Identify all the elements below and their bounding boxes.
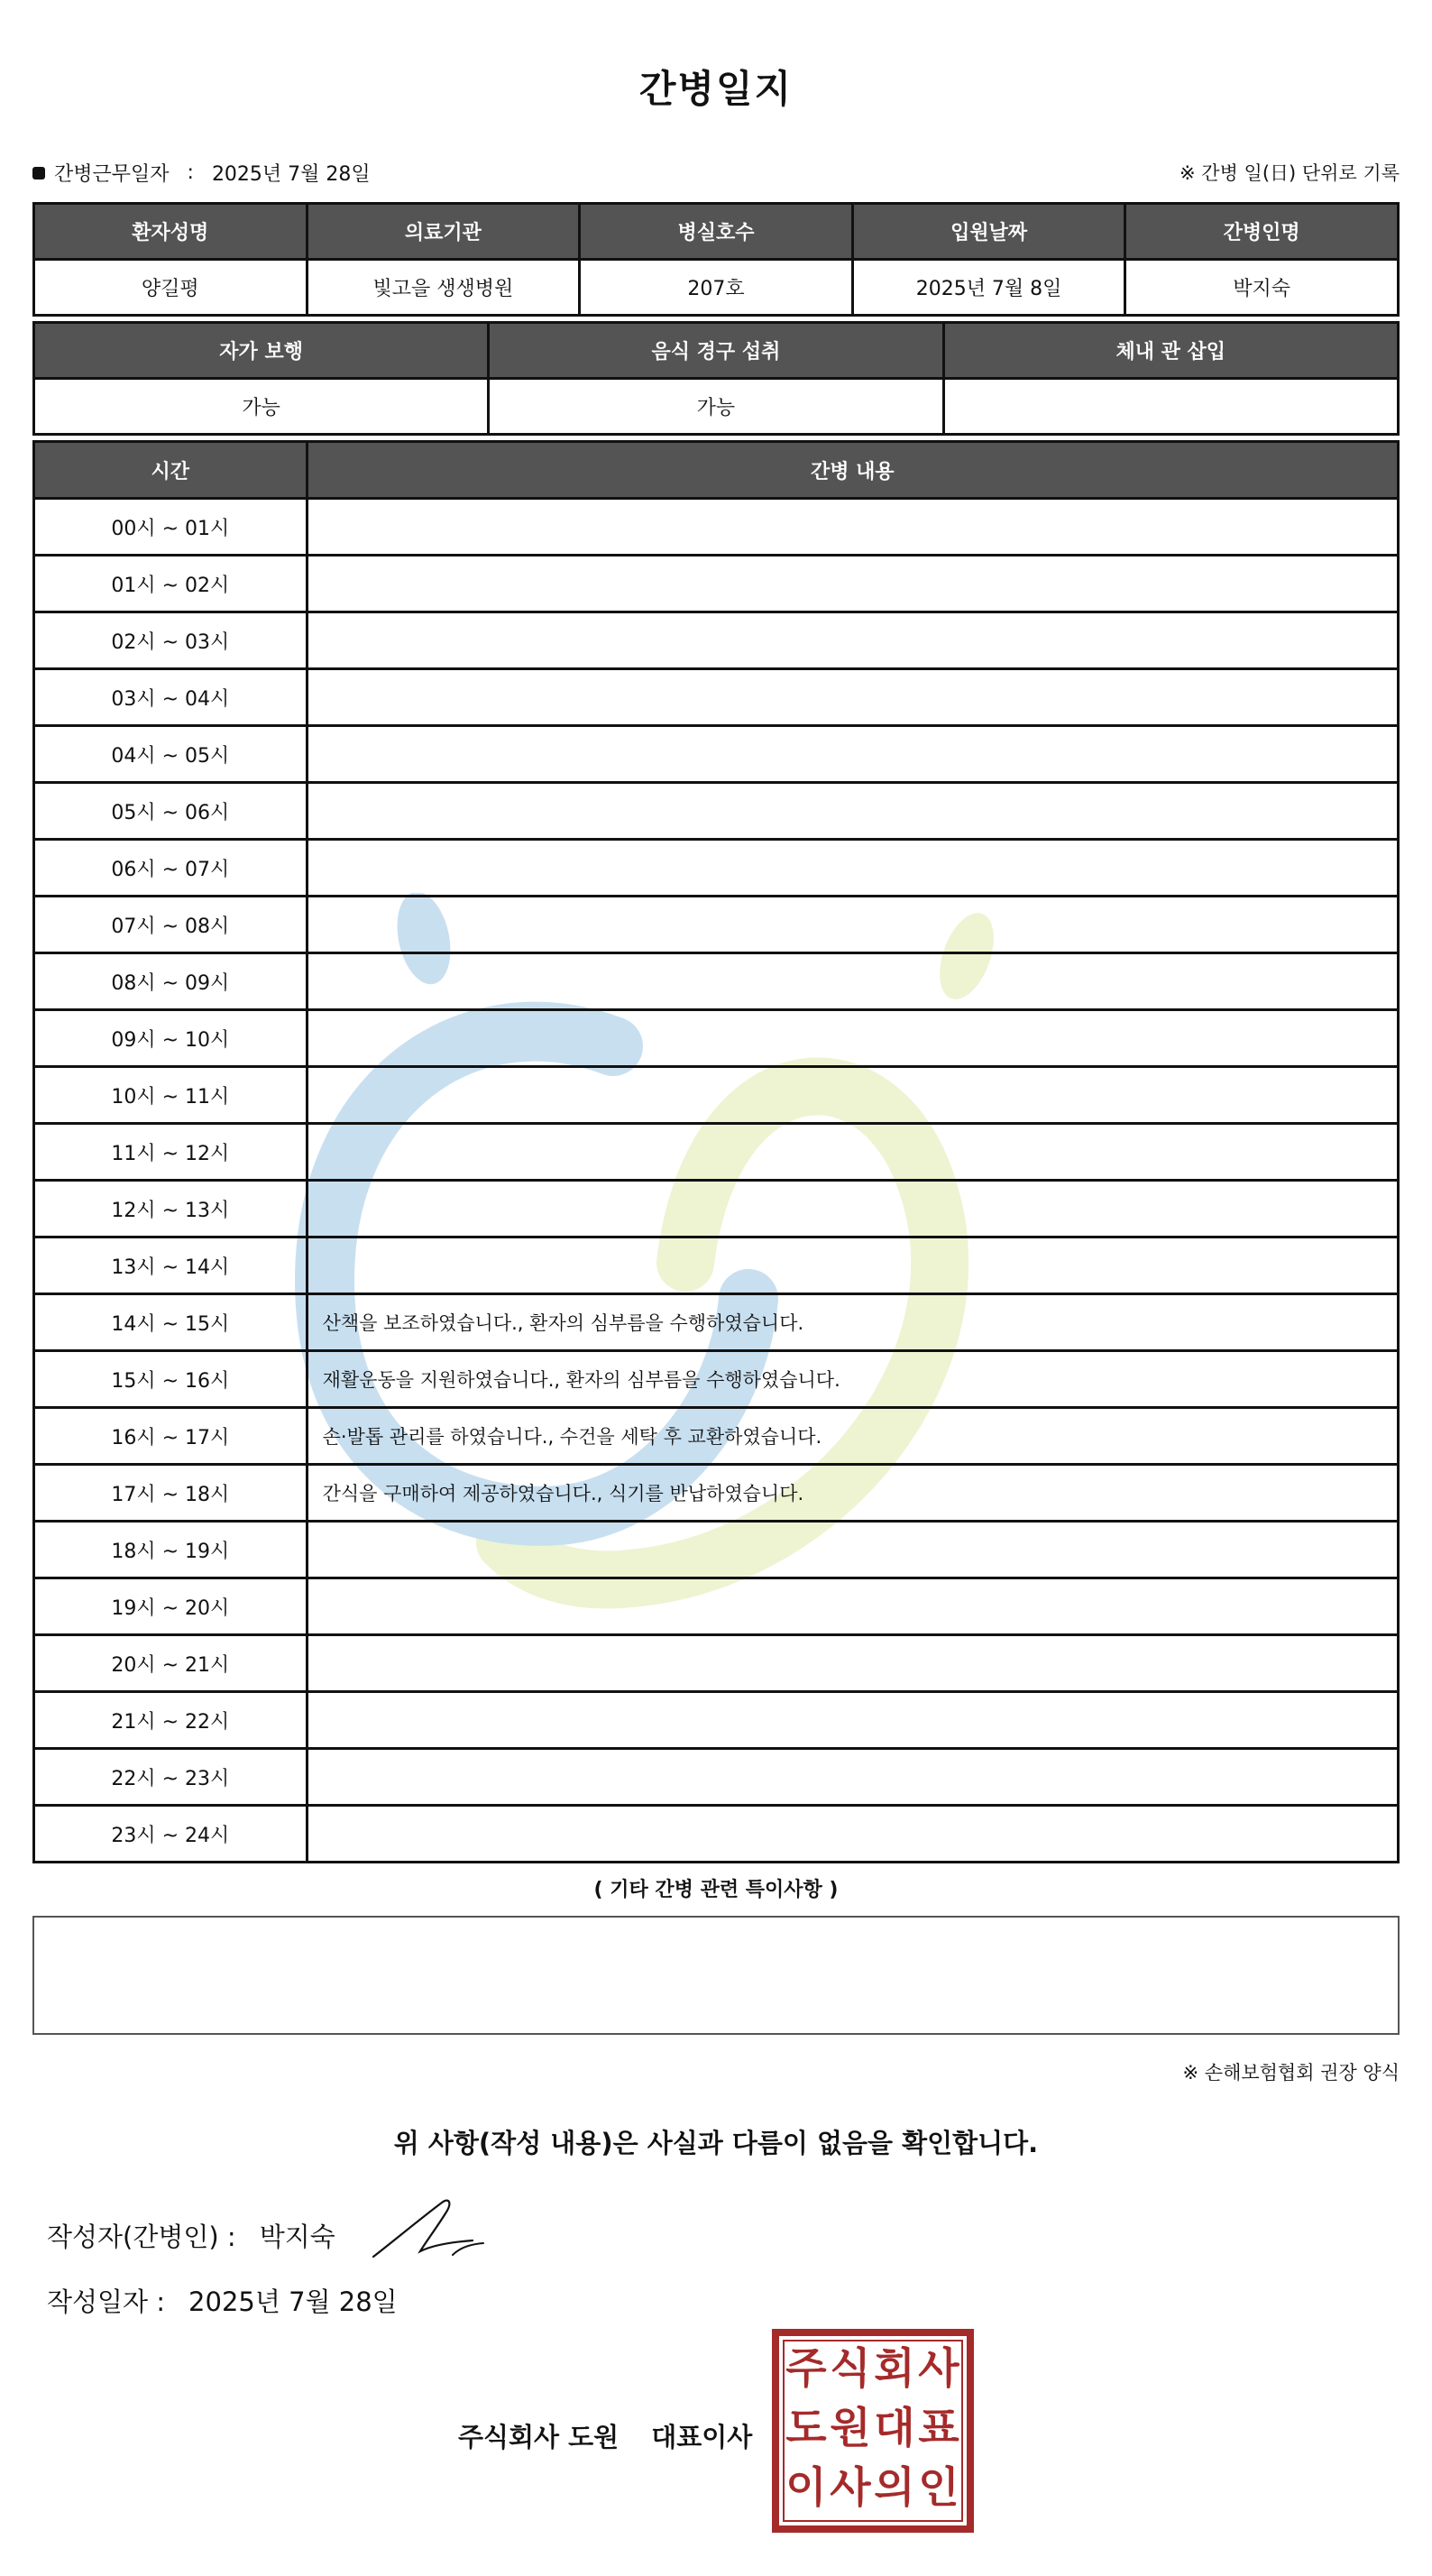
seal-character: 표 (918, 2404, 959, 2453)
time-slot: 14시 ~ 15시 (34, 1294, 308, 1351)
oral-intake-value: 가능 (489, 379, 943, 435)
care-content (307, 783, 1398, 840)
header-tube-insertion: 체내 관 삽입 (943, 323, 1398, 379)
special-notes-title: ( 기타 간병 관련 특이사항 ) (593, 1879, 839, 1901)
log-header-row (34, 442, 1399, 499)
writer-name: 박지숙 (259, 2222, 335, 2252)
seal-character: 사 (830, 2463, 871, 2513)
care-content (307, 953, 1398, 1010)
table-row (34, 1351, 1399, 1408)
seal-character: 식 (830, 2344, 871, 2394)
signature (366, 2192, 492, 2264)
care-content (307, 840, 1398, 897)
table-row (34, 1408, 1399, 1465)
table-row (34, 669, 1399, 726)
room-number: 207호 (580, 260, 853, 316)
care-content (307, 556, 1398, 612)
caregiver-name: 박지숙 (1125, 260, 1399, 316)
care-content (307, 1181, 1398, 1237)
table-row (34, 783, 1399, 840)
care-content (307, 1749, 1398, 1806)
care-content (307, 1578, 1398, 1635)
writer-label: 작성자(간병인) : (47, 2222, 236, 2252)
header-patient-name: 환자성명 (34, 204, 308, 260)
time-slot: 11시 ~ 12시 (34, 1124, 308, 1181)
care-log-table (32, 440, 1400, 1863)
care-content (307, 499, 1398, 556)
confirmation-statement: 위 사항(작성 내용)은 사실과 다름이 없음을 확인합니다. (393, 2128, 1039, 2158)
insurer-note: ※ 손해보험협회 권장 양식 (1182, 2062, 1400, 2084)
time-slot: 22시 ~ 23시 (34, 1749, 308, 1806)
work-date-separator: : (187, 161, 194, 184)
header-hospital: 의료기관 (307, 204, 580, 260)
patient-table (32, 202, 1400, 317)
table-row (34, 1749, 1399, 1806)
care-content: 재활운동을 지원하였습니다., 환자의 심부름을 수행하였습니다. (307, 1351, 1398, 1408)
time-slot: 03시 ~ 04시 (34, 669, 308, 726)
table-row (34, 1522, 1399, 1578)
tube-insertion-value (943, 379, 1398, 435)
header-caregiver-name: 간병인명 (1125, 204, 1399, 260)
company-seal-stamp (772, 2329, 974, 2533)
time-slot: 08시 ~ 09시 (34, 953, 308, 1010)
seal-character: 대 (874, 2404, 915, 2453)
time-slot: 00시 ~ 01시 (34, 499, 308, 556)
care-content (307, 1806, 1398, 1863)
table-row (34, 953, 1399, 1010)
table-row (34, 612, 1399, 669)
care-content (307, 1522, 1398, 1578)
table-row (34, 1067, 1399, 1124)
time-slot: 15시 ~ 16시 (34, 1351, 308, 1408)
table-row (34, 1010, 1399, 1067)
write-date-label: 작성일자 : (47, 2286, 166, 2317)
care-content: 손·발톱 관리를 하였습니다., 수건을 세탁 후 교환하였습니다. (307, 1408, 1398, 1465)
header-oral-intake: 음식 경구 섭취 (489, 323, 943, 379)
work-date-label: 간병근무일자 (54, 163, 170, 186)
time-slot: 21시 ~ 22시 (34, 1692, 308, 1749)
care-content (307, 726, 1398, 783)
time-slot: 07시 ~ 08시 (34, 897, 308, 953)
table-row (34, 1181, 1399, 1237)
write-date-line (47, 2282, 398, 2319)
writer-line (47, 2217, 335, 2254)
seal-character: 도 (785, 2404, 827, 2453)
table-row (34, 897, 1399, 953)
patient-value-row (34, 260, 1399, 316)
time-slot: 18시 ~ 19시 (34, 1522, 308, 1578)
company-line (458, 2417, 752, 2454)
header-time: 시간 (34, 442, 308, 499)
ceo-title: 대표이사 (651, 2422, 753, 2452)
seal-character: 원 (830, 2404, 871, 2453)
time-slot: 01시 ~ 02시 (34, 556, 308, 612)
table-row (34, 1806, 1399, 1863)
care-content (307, 1010, 1398, 1067)
care-content: 산책을 보조하였습니다., 환자의 심부름을 수행하였습니다. (307, 1294, 1398, 1351)
time-slot: 09시 ~ 10시 (34, 1010, 308, 1067)
seal-character: 주 (785, 2344, 827, 2394)
company-name: 주식회사 도원 (458, 2422, 620, 2452)
header-care-content: 간병 내용 (307, 442, 1398, 499)
meta-row (32, 159, 1400, 188)
care-content: 간식을 구매하여 제공하였습니다., 식기를 반납하였습니다. (307, 1465, 1398, 1522)
time-slot: 13시 ~ 14시 (34, 1237, 308, 1294)
seal-character: 의 (874, 2463, 915, 2513)
status-table (32, 321, 1400, 436)
time-slot: 19시 ~ 20시 (34, 1578, 308, 1635)
care-content (307, 1067, 1398, 1124)
seal-character: 인 (918, 2463, 959, 2513)
table-row (34, 726, 1399, 783)
work-date-value: 2025년 7월 28일 (211, 163, 371, 186)
care-content (307, 897, 1398, 953)
care-content (307, 612, 1398, 669)
time-slot: 16시 ~ 17시 (34, 1408, 308, 1465)
table-row (34, 1237, 1399, 1294)
page-title: 간병일지 (638, 67, 794, 111)
care-content (307, 1635, 1398, 1692)
work-date (32, 159, 371, 187)
patient-header-row (34, 204, 1399, 260)
table-row (34, 556, 1399, 612)
care-content (307, 1237, 1398, 1294)
time-slot: 10시 ~ 11시 (34, 1067, 308, 1124)
table-row (34, 1124, 1399, 1181)
status-value-row (34, 379, 1399, 435)
header-room: 병실호수 (580, 204, 853, 260)
time-slot: 06시 ~ 07시 (34, 840, 308, 897)
record-unit-note: ※ 간병 일(日) 단위로 기록 (1180, 162, 1400, 184)
time-slot: 04시 ~ 05시 (34, 726, 308, 783)
patient-name: 양길평 (34, 260, 308, 316)
status-header-row (34, 323, 1399, 379)
seal-character: 사 (918, 2344, 959, 2394)
special-notes-box (32, 1916, 1400, 2035)
care-content (307, 669, 1398, 726)
admission-date: 2025년 7월 8일 (852, 260, 1125, 316)
table-row (34, 1578, 1399, 1635)
self-walking-value: 가능 (34, 379, 489, 435)
care-content (307, 1124, 1398, 1181)
table-row (34, 499, 1399, 556)
time-slot: 20시 ~ 21시 (34, 1635, 308, 1692)
table-row (34, 1635, 1399, 1692)
time-slot: 23시 ~ 24시 (34, 1806, 308, 1863)
care-content (307, 1692, 1398, 1749)
header-admission-date: 입원날짜 (852, 204, 1125, 260)
seal-character: 회 (874, 2344, 915, 2394)
hospital-name: 빛고을 생생병원 (307, 260, 580, 316)
write-date-value: 2025년 7월 28일 (188, 2286, 398, 2317)
time-slot: 12시 ~ 13시 (34, 1181, 308, 1237)
table-row (34, 1465, 1399, 1522)
bullet-square-icon (32, 167, 45, 179)
time-slot: 17시 ~ 18시 (34, 1465, 308, 1522)
table-row (34, 1294, 1399, 1351)
seal-character: 이 (785, 2463, 827, 2513)
time-slot: 02시 ~ 03시 (34, 612, 308, 669)
header-self-walking: 자가 보행 (34, 323, 489, 379)
table-row (34, 1692, 1399, 1749)
time-slot: 05시 ~ 06시 (34, 783, 308, 840)
table-row (34, 840, 1399, 897)
